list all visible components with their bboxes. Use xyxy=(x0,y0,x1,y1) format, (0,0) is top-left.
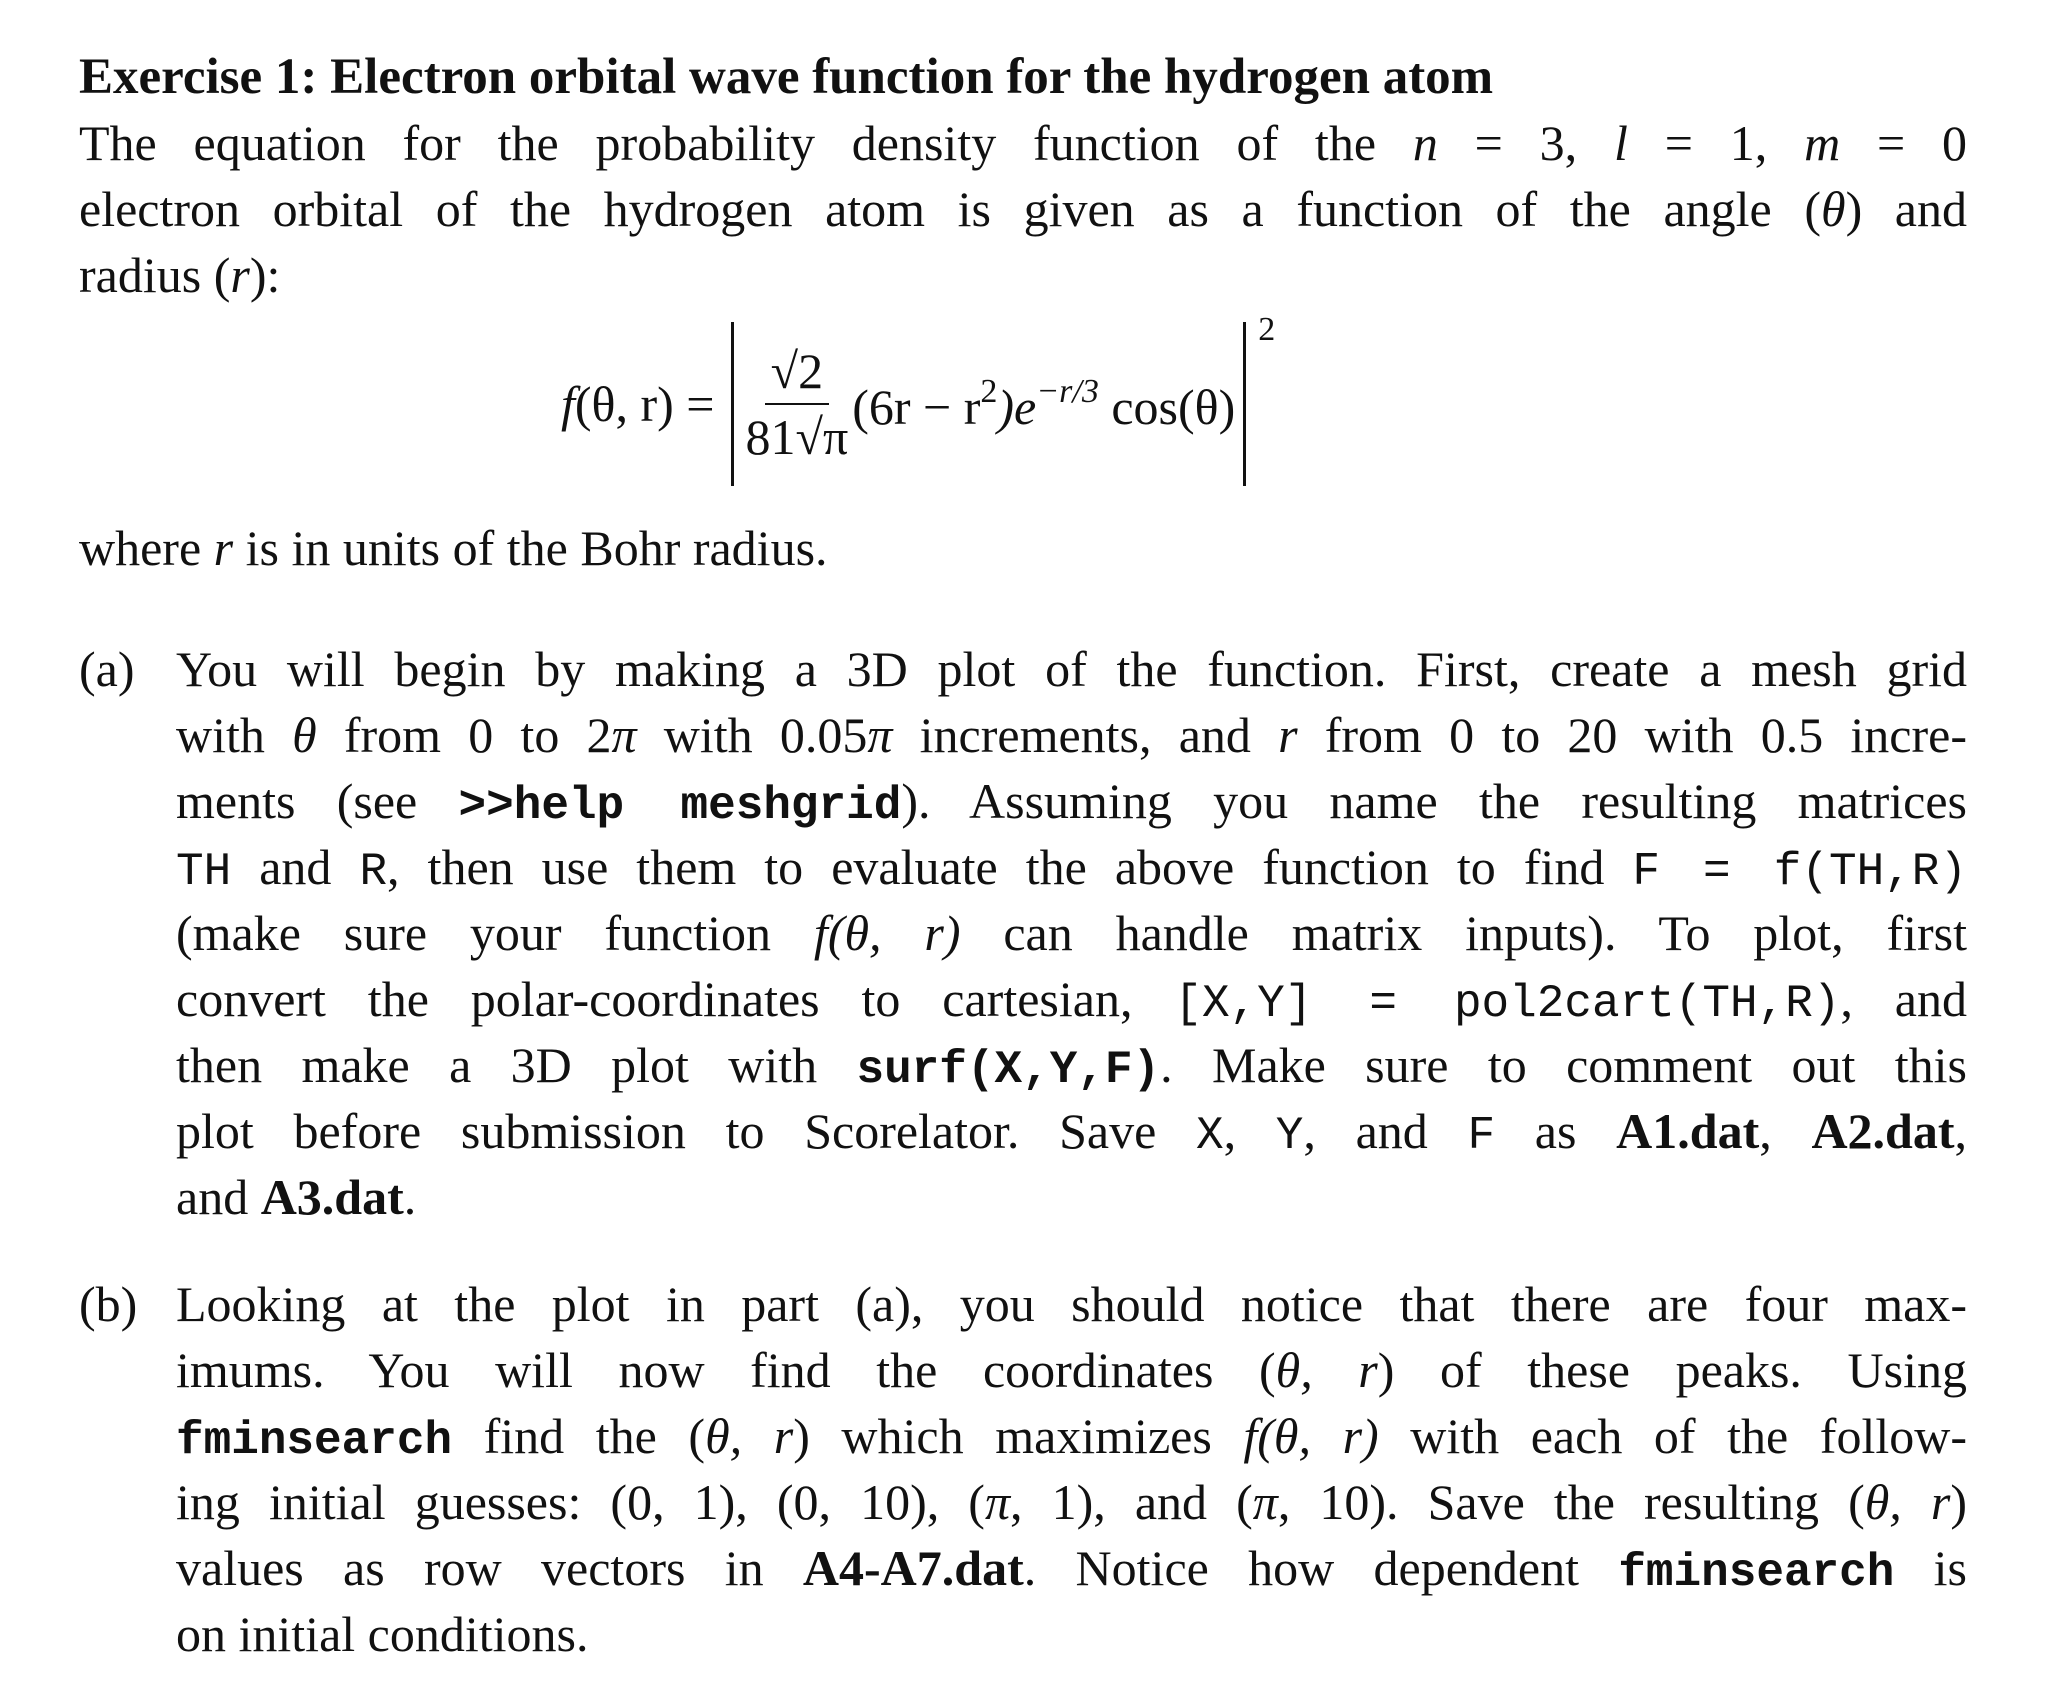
formula-body xyxy=(852,373,1235,436)
code-inline: X xyxy=(1195,1110,1224,1162)
exercise-title: Exercise 1: Electron orbital wave function for the hydrogen atom xyxy=(79,49,1494,105)
text-run: . Make sure to comment out this xyxy=(1160,1037,1967,1093)
math-italic: f(θ, r) xyxy=(1243,1408,1379,1464)
text-run: with 0.05 xyxy=(636,707,868,763)
math-italic: l xyxy=(1614,115,1628,171)
part-b-line xyxy=(176,1535,1967,1601)
abs-right-bar xyxy=(1243,322,1246,486)
formula-power: 2 xyxy=(1258,311,1276,348)
where-line xyxy=(79,515,1967,581)
text-run: . Notice how dependent xyxy=(1023,1540,1619,1596)
text-run: ) xyxy=(1950,1474,1967,1530)
text-run: from 0 to 2 xyxy=(316,707,612,763)
text-run: on initial conditions. xyxy=(176,1606,589,1662)
exercise-header xyxy=(79,44,1967,308)
text-run: increments, and xyxy=(892,707,1279,763)
text-run: , 1), and ( xyxy=(1010,1474,1253,1530)
code-inline: F = f(TH,R) xyxy=(1632,846,1967,898)
part-a-line xyxy=(176,900,1967,966)
fraction-numerator: √2 xyxy=(765,339,829,405)
part-a-line xyxy=(176,768,1967,834)
bold-filename: A3.dat xyxy=(260,1169,404,1225)
math-italic: m xyxy=(1804,115,1841,171)
math-italic: θ xyxy=(1821,181,1846,237)
math-italic: θ xyxy=(292,707,317,763)
code-inline: [X,Y] = pol2cart(TH,R) xyxy=(1174,978,1841,1030)
math-italic: θ, r xyxy=(705,1408,794,1464)
math-italic: π xyxy=(611,707,637,763)
text-run: radius ( xyxy=(79,247,231,303)
code-bold: fminsearch xyxy=(1618,1547,1895,1599)
probability-density-equation xyxy=(561,311,1276,491)
text-run: , and xyxy=(1840,971,1967,1027)
text-run: You will begin by making a 3D plot of the function. First, create a mesh grid xyxy=(176,641,1967,697)
text-run: , then use them to evaluate the above function to find xyxy=(387,839,1633,895)
math-italic: r xyxy=(213,520,234,576)
bold-filename: A4-A7.dat xyxy=(802,1540,1024,1596)
text-run: ) which maximizes xyxy=(793,1408,1244,1464)
part-a-line xyxy=(176,1098,1967,1164)
text-run: , 10). Save the resulting ( xyxy=(1277,1474,1865,1530)
formula-function-name: f xyxy=(561,376,575,432)
code-inline: TH xyxy=(176,846,232,898)
part-a-line xyxy=(176,834,1967,900)
text-run: find the ( xyxy=(452,1408,706,1464)
intro-line xyxy=(79,110,1967,176)
text-run: as xyxy=(1495,1103,1617,1159)
formula-lhs-args: (θ, r) = xyxy=(574,376,715,432)
intro-line xyxy=(79,242,1967,308)
part-b-label: (b) xyxy=(79,1276,138,1332)
text-run: = 3, xyxy=(1437,115,1614,171)
code-inline: F xyxy=(1467,1110,1496,1162)
text-run: is in units of the Bohr radius. xyxy=(233,520,828,576)
text-run: with each of the follow- xyxy=(1378,1408,1967,1464)
text-run: then make a 3D plot with xyxy=(176,1037,857,1093)
bold-filename: A2.dat xyxy=(1811,1103,1955,1159)
bold-filename: A1.dat xyxy=(1616,1103,1760,1159)
text-run: convert the polar-coordinates to cartesian, xyxy=(176,971,1175,1027)
part-b-line xyxy=(176,1403,1967,1469)
part-b-line xyxy=(176,1271,1967,1337)
text-run: ments (see xyxy=(176,773,459,829)
part-b-line xyxy=(176,1601,1967,1667)
text-run: = 0 xyxy=(1840,115,1968,171)
formula-exponential-base: )e xyxy=(997,378,1037,435)
text-run: imums. You will now find the coordinates ( xyxy=(176,1342,1276,1398)
text-run: , xyxy=(1223,1103,1276,1159)
text-run: ) of these peaks. Using xyxy=(1377,1342,1967,1398)
text-run: ) and xyxy=(1845,181,1968,237)
text-run: = 1, xyxy=(1627,115,1805,171)
code-inline: Y xyxy=(1275,1110,1304,1162)
part-a-line xyxy=(176,636,1967,702)
part-a-line xyxy=(176,1032,1967,1098)
math-italic: π xyxy=(867,707,893,763)
math-italic: n xyxy=(1412,115,1438,171)
part-a-line xyxy=(176,702,1967,768)
code-bold: >>help meshgrid xyxy=(458,780,902,832)
text-run: (make sure your function xyxy=(176,905,814,961)
where-note xyxy=(79,515,1967,581)
math-italic: π xyxy=(1252,1474,1278,1530)
part-b-line xyxy=(176,1337,1967,1403)
formula-polynomial: (6r − r xyxy=(852,378,981,435)
text-run: Looking at the plot in part (a), you should notice that there are four max- xyxy=(176,1276,1967,1332)
text-run: ing initial guesses: (0, 1), (0, 10), ( xyxy=(176,1474,985,1530)
text-run: , xyxy=(1759,1103,1812,1159)
formula-cosine: cos(θ) xyxy=(1098,378,1236,435)
text-run: electron orbital of the hydrogen atom is given as a function of the angle ( xyxy=(79,181,1821,237)
formula-fraction xyxy=(746,339,849,469)
text-run: with xyxy=(176,707,293,763)
text-run: ): xyxy=(249,247,281,303)
math-italic: f(θ, r) xyxy=(813,905,961,961)
abs-left-bar xyxy=(731,322,734,486)
text-run: . xyxy=(403,1169,417,1225)
text-run: The equation for the probability density function of the xyxy=(79,115,1413,171)
text-run: values as row vectors in xyxy=(176,1540,803,1596)
math-italic: θ, r xyxy=(1275,1342,1378,1398)
text-run: ). Assuming you name the resulting matrices xyxy=(901,773,1967,829)
part-b-line xyxy=(176,1469,1967,1535)
text-run: , xyxy=(1954,1103,1968,1159)
text-run: , and xyxy=(1303,1103,1468,1159)
part-a-line xyxy=(176,1164,1967,1230)
text-run: can handle matrix inputs). To plot, first xyxy=(960,905,1967,961)
intro-line xyxy=(79,176,1967,242)
part-a-label: (a) xyxy=(79,641,135,697)
text-run: where xyxy=(79,520,214,576)
text-run: from 0 to 20 with 0.5 incre- xyxy=(1297,707,1967,763)
math-italic: r xyxy=(230,247,250,303)
code-bold: fminsearch xyxy=(176,1415,453,1467)
part-a-line xyxy=(176,966,1967,1032)
code-bold: surf(X,Y,F) xyxy=(856,1044,1161,1096)
square-exponent: 2 xyxy=(980,372,998,410)
fraction-denominator: 81√π xyxy=(745,409,849,465)
text-run: plot before submission to Scorelator. Save xyxy=(176,1103,1196,1159)
math-italic: r xyxy=(1278,707,1298,763)
intro-paragraph xyxy=(79,110,1967,308)
math-italic: π xyxy=(984,1474,1011,1530)
text-run: and xyxy=(231,839,360,895)
exponential-exponent: −r/3 xyxy=(1036,372,1099,410)
code-inline: R xyxy=(359,846,388,898)
part-a-text xyxy=(176,636,1967,1230)
text-run: and xyxy=(176,1169,261,1225)
math-italic: θ, r xyxy=(1864,1474,1951,1530)
part-b-text xyxy=(176,1271,1967,1667)
text-run: is xyxy=(1894,1540,1968,1596)
